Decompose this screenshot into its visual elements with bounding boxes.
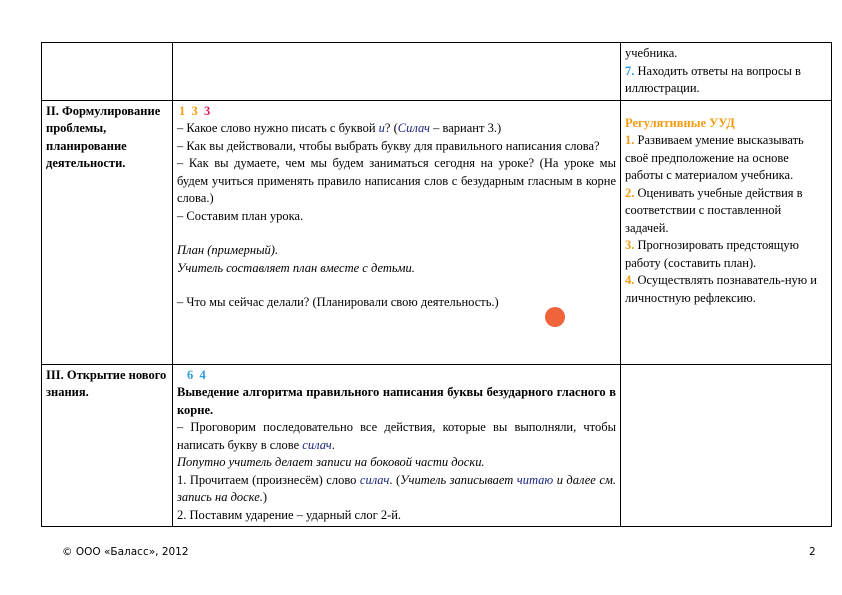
uud-item [625,132,827,185]
footer-copyright: © ООО «Баласс», 2012 [62,546,189,558]
uud-text: Прогнозировать предстоящую работу (составить план). [625,238,799,270]
uud-text: Развиваем умение высказывать своё предположение на основе работы с материалом учебника. [625,133,804,182]
step-2: 2. Поставим ударение – ударный слог 2-й. [177,507,402,522]
text-run: – вариант 3.) [430,121,502,135]
table-row [42,43,832,101]
uud-title: Регулятивные УУД [625,115,735,130]
uud-number: 2. [625,185,635,200]
task-number: 6 [187,367,194,382]
plan-label: План (примерный). [177,243,279,257]
stage-title: II. Формулирование проблемы, планирование деятельности. [46,103,161,170]
highlight-word: читаю [516,472,554,487]
spacer [177,225,616,242]
task-number: 1 [179,103,186,118]
stage-title: III. Открытие нового знания. [46,367,167,399]
page-number: 2 [809,546,816,558]
task-number: 3 [204,103,211,118]
text-run: ? ( [384,121,398,135]
uud-item [625,185,827,238]
text-run: . ( [389,472,401,487]
question-2: – Как вы действовали, чтобы выбрать букву для правильного написания слова? [177,138,600,153]
highlight-word: силач [302,437,332,452]
text-run: – Проговорим последовательно все действия, которые вы выполняли, чтобы написать букву в слове [177,420,616,452]
uud-cell [621,364,832,527]
uud-text: Оценивать учебные действия в соответствии с поставленной задачей. [625,185,803,235]
uud-text: Осуществлять познаватель-ную и личностную рефлексию. [625,273,817,305]
task-number: 4 [199,367,206,382]
text-run: . [331,437,335,452]
content-cell [173,364,621,527]
uud-item [625,237,827,272]
uud-text: Находить ответы на вопросы в иллюстрации. [625,63,801,95]
teacher-note: Учитель составляет план вместе с детьми. [177,260,415,275]
uud-cell [621,100,832,364]
section-heading: Выведение алгоритма правильного написания буквы безударного гласного в корне. [177,385,616,417]
question-4: – Составим план урока. [177,208,304,223]
highlight-word: Силач [397,121,431,135]
task-number: 3 [191,103,198,118]
text-run: Учитель записывает [400,472,517,487]
stage-cell [42,364,173,527]
uud-number: 4. [625,273,635,287]
text-run: 1. Прочитаем (произнесём) слово [177,472,360,487]
lesson-table [41,42,832,527]
highlight-letter: и [378,121,385,135]
content-cell [173,43,621,101]
uud-number: 1. [625,133,635,147]
uud-item-7 [625,63,827,98]
question-3: – Как вы думаете, чем мы будем заниматься сегодня на уроке? (На уроке мы будем учиться применять правило написания слов с безударным гласным в корне слова.) [177,156,616,205]
task-numbers [177,367,616,385]
text-run: – Какое слово нужно писать с буквой [177,121,379,135]
paragraph-1 [177,419,616,454]
question-1 [177,120,616,138]
spacer [177,277,616,294]
uud-number: 7. [625,63,635,78]
table-row [42,364,832,527]
text-run: и далее см. запись на доске. [177,472,616,504]
uud-number: 3. [625,238,635,252]
uud-cell [621,43,832,101]
table-row [42,100,832,364]
text-run: ) [262,490,268,504]
highlight-word: силач [359,472,390,487]
uud-continuation: учебника. [625,46,678,60]
stage-cell [42,100,173,364]
cursor-dot-marker [545,307,565,327]
uud-item [625,272,827,307]
question-5: – Что мы сейчас делали? (Планировали свою деятельность.) [177,295,499,309]
stage-cell [42,43,173,101]
step-1 [177,472,616,507]
task-numbers [177,103,616,121]
teacher-note: Попутно учитель делает записи на боковой части доски. [177,455,485,469]
